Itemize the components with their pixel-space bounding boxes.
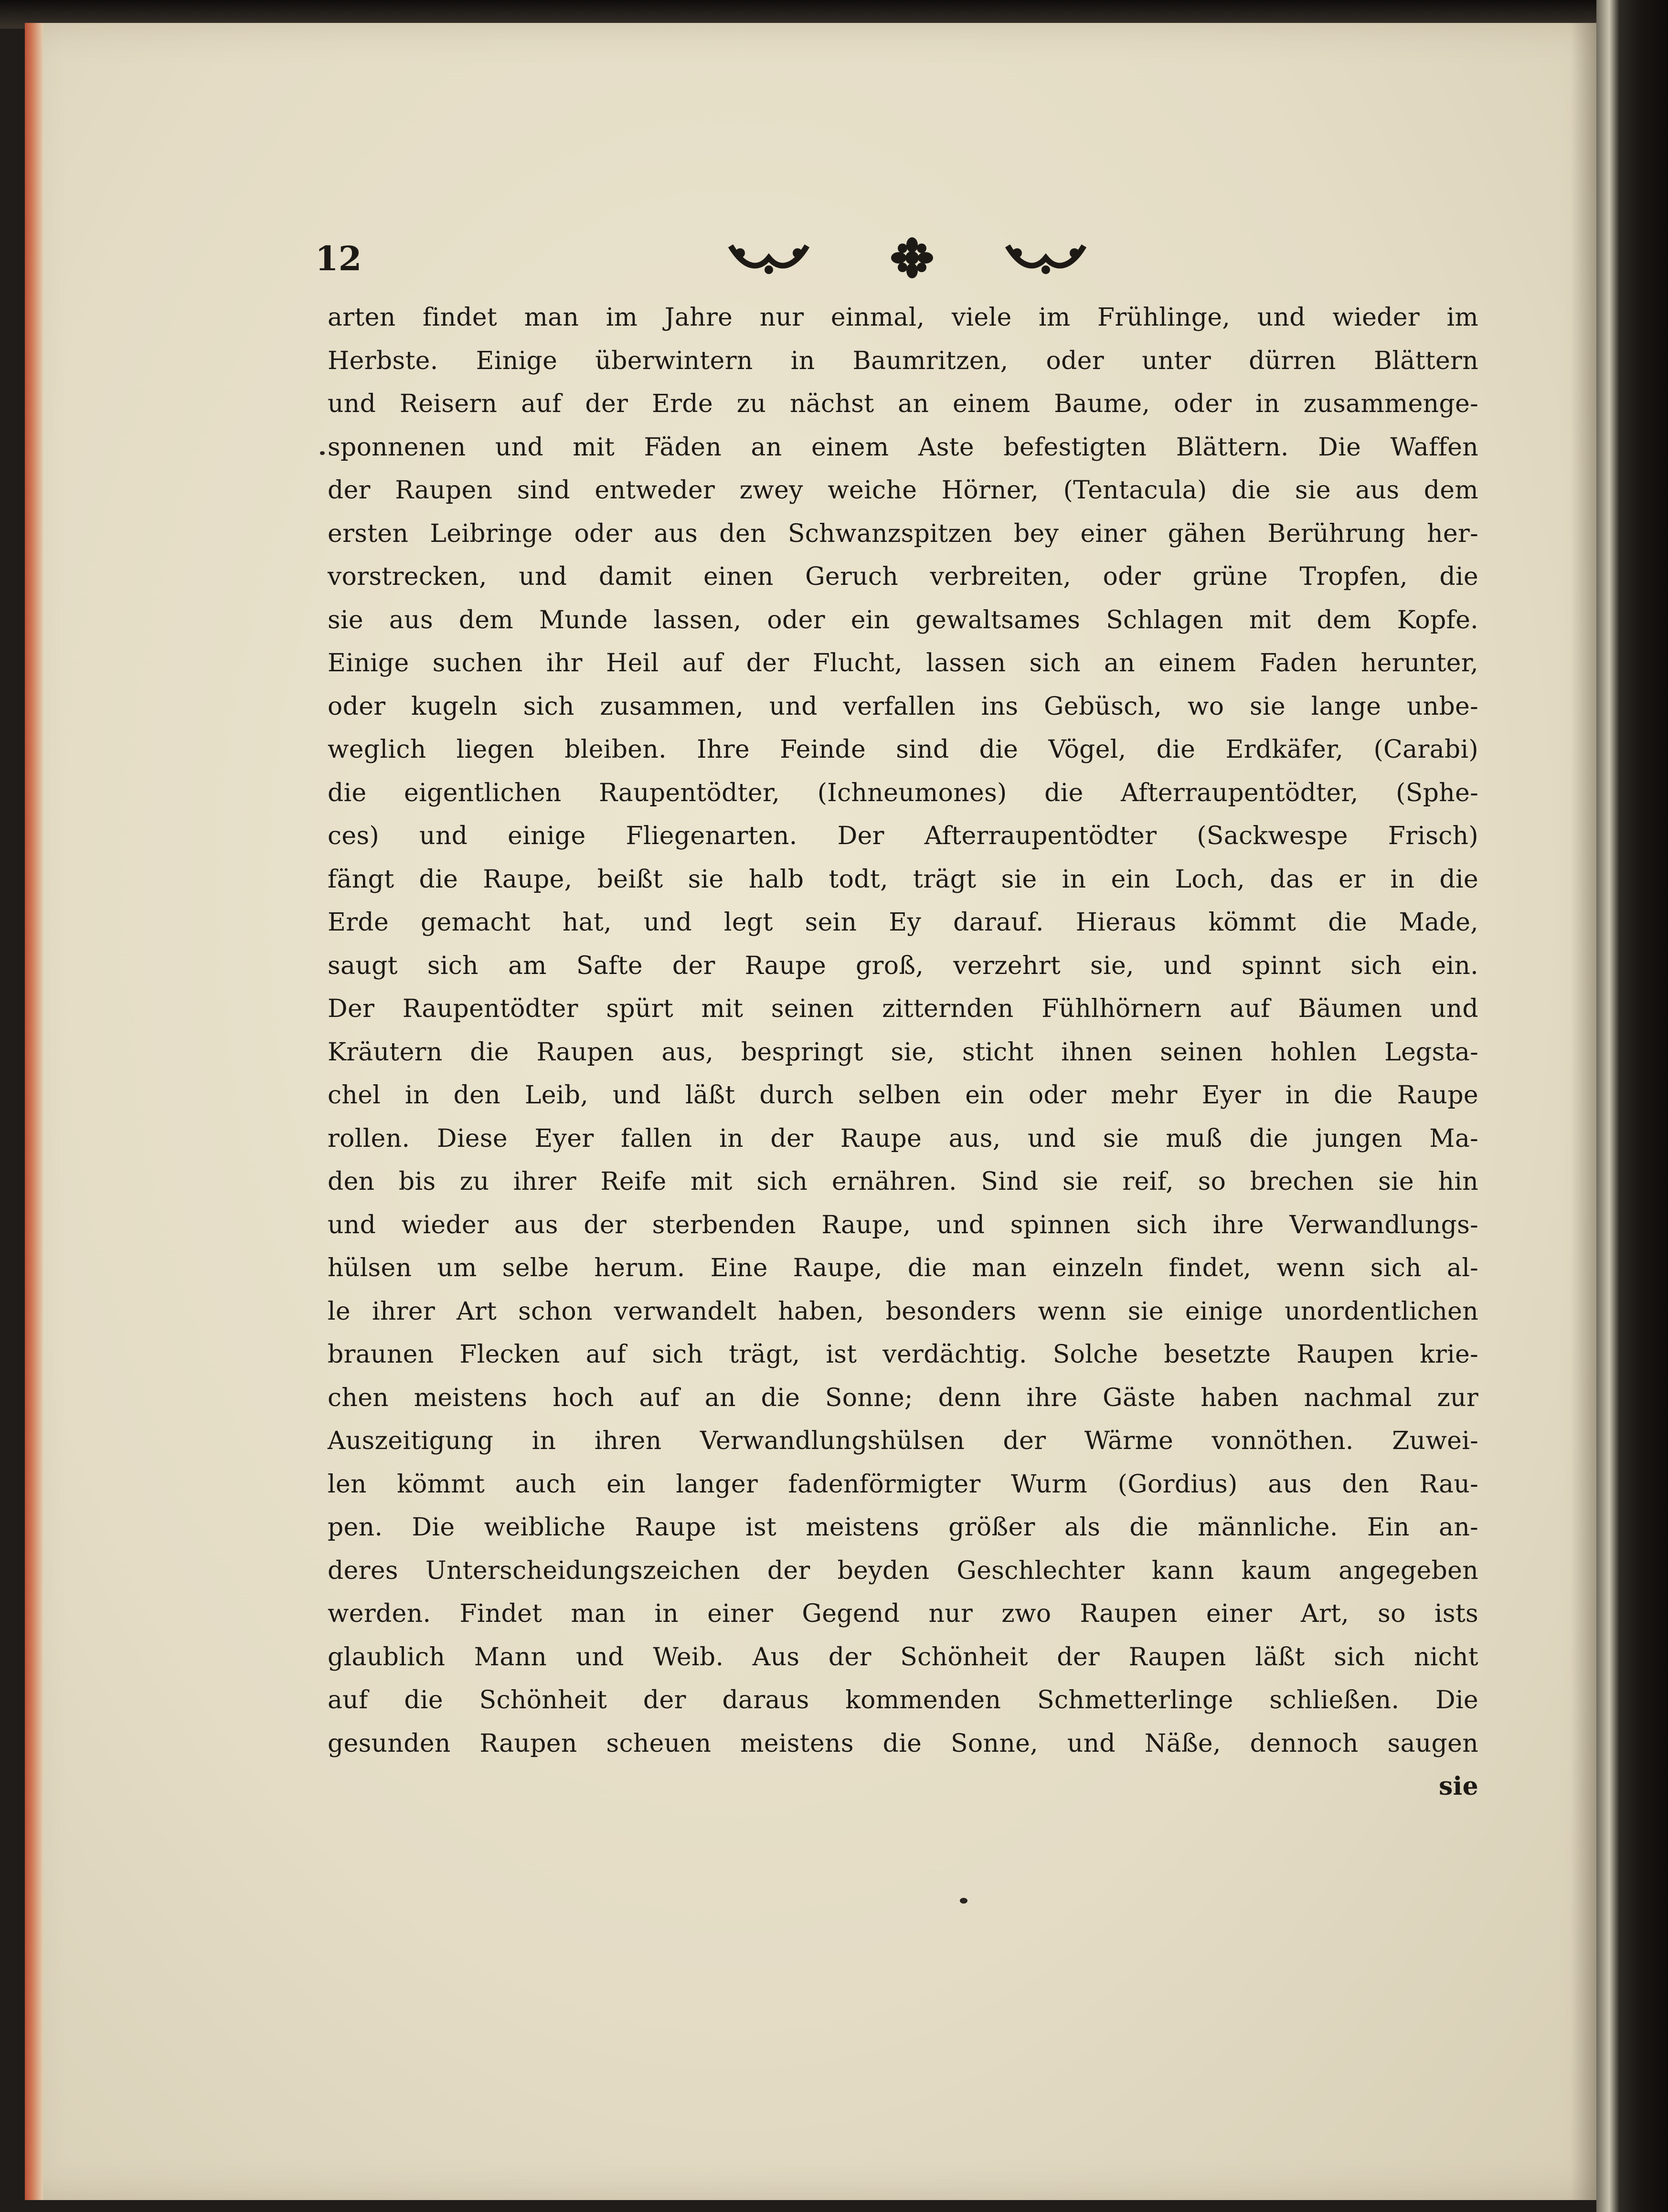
ink-speck — [320, 451, 325, 455]
text-line: werden. Findet man in einer Gegend nur zwo Raupen einer Art, so ists — [328, 1599, 1478, 1628]
text-line: und wieder aus der sterbenden Raupe, und spinnen sich ihre Verwandlungs- — [328, 1210, 1478, 1239]
text-line: der Raupen sind entweder zwey weiche Hörner, (Tentacula) die sie aus dem — [328, 476, 1478, 505]
page-number: 12 — [315, 239, 362, 278]
text-line: arten findet man im Jahre nur einmal, viele im Frühlinge, und wieder im — [328, 303, 1478, 332]
text-line: gesunden Raupen scheuen meistens die Sonne, und Näße, dennoch saugen — [328, 1729, 1478, 1758]
text-line: Erde gemacht hat, und legt sein Ey darauf. Hieraus kömmt die Made, — [328, 908, 1478, 937]
running-header — [315, 234, 1127, 286]
text-line: rollen. Diese Eyer fallen in der Raupe aus, und sie muß die jungen Ma- — [328, 1124, 1478, 1153]
text-line: sponnenen und mit Fäden an einem Aste befestigten Blättern. Die Waffen — [328, 433, 1478, 462]
catchword: sie — [1438, 1772, 1478, 1801]
gutter-shadow — [1571, 23, 1600, 2200]
body-text — [328, 296, 1478, 1809]
text-line: ces) und einige Fliegenarten. Der Afterraupentödter (Sackwespe Frisch) — [328, 822, 1478, 850]
text-line: vorstrecken, und damit einen Geruch verbreiten, oder grüne Tropfen, die — [328, 562, 1478, 591]
scroll-ornament-icon — [1003, 236, 1089, 279]
text-line: le ihrer Art schon verwandelt haben, besonders wenn sie einige unordentlichen — [328, 1297, 1478, 1326]
text-line: Herbste. Einige überwintern in Baumritzen, oder unter dürren Blättern — [328, 346, 1478, 375]
text-line: Kräutern die Raupen aus, bespringt sie, sticht ihnen seinen hohlen Legsta- — [328, 1037, 1478, 1067]
text-line: und Reisern auf der Erde zu nächst an einem Baume, oder in zusammenge- — [328, 390, 1478, 418]
text-line: weglich liegen bleiben. Ihre Feinde sind die Vögel, die Erdkäfer, (Carabi) — [328, 735, 1478, 764]
text-line: pen. Die weibliche Raupe ist meistens größer als die männliche. Ein an- — [328, 1513, 1478, 1542]
text-line: Der Raupentödter spürt mit seinen zitternden Fühlhörnern auf Bäumen und — [328, 995, 1478, 1023]
text-line: ersten Leibringe oder aus den Schwanzspitzen bey einer gähen Berührung her- — [328, 519, 1478, 548]
text-line: Einige suchen ihr Heil auf der Flucht, lassen sich an einem Faden herunter, — [328, 649, 1478, 677]
text-line: Auszeitigung in ihren Verwandlungshülsen der Wärme vonnöthen. Zuwei- — [328, 1427, 1478, 1455]
text-line: fängt die Raupe, beißt sie halb todt, trägt sie in ein Loch, das er in die — [328, 865, 1478, 894]
binding-edge — [25, 23, 43, 2200]
text-line: chel in den Leib, und läßt durch selben ein oder mehr Eyer in die Raupe — [328, 1081, 1478, 1110]
text-line: braunen Flecken auf sich trägt, ist verdächtig. Solche besetzte Raupen krie- — [328, 1340, 1478, 1369]
scroll-ornament-icon — [726, 236, 812, 279]
text-line: auf die Schönheit der daraus kommenden Schmetterlinge schließen. Die — [328, 1686, 1478, 1715]
flower-ornament-icon — [888, 236, 936, 279]
text-line: deres Unterscheidungszeichen der beyden Geschlechter kann kaum angegeben — [328, 1556, 1478, 1585]
next-page-edge — [1596, 0, 1668, 2212]
text-line: den bis zu ihrer Reife mit sich ernähren. Sind sie reif, so brechen sie hin — [328, 1167, 1478, 1196]
text-line: oder kugeln sich zusammen, und verfallen ins Gebüsch, wo sie lange unbe- — [328, 692, 1478, 721]
text-line: sie aus dem Munde lassen, oder ein gewaltsames Schlagen mit dem Kopfe. — [328, 605, 1478, 635]
text-line: glaublich Mann und Weib. Aus der Schönheit der Raupen läßt sich nicht — [328, 1642, 1478, 1672]
text-line: saugt sich am Safte der Raupe groß, verzehrt sie, und spinnt sich ein. — [328, 951, 1478, 980]
text-line: die eigentlichen Raupentödter, (Ichneumones) die Afterraupentödter, (Sphe- — [328, 778, 1478, 807]
ink-speck — [960, 1898, 967, 1904]
text-line: len kömmt auch ein langer fadenförmigter Wurm (Gordius) aus den Rau- — [328, 1470, 1478, 1499]
text-line: hülsen um selbe herum. Eine Raupe, die man einzeln findet, wenn sich al- — [328, 1254, 1478, 1282]
header-ornaments — [726, 234, 1156, 286]
text-line: chen meistens hoch auf an die Sonne; denn ihre Gäste haben nachmal zur — [328, 1383, 1478, 1412]
